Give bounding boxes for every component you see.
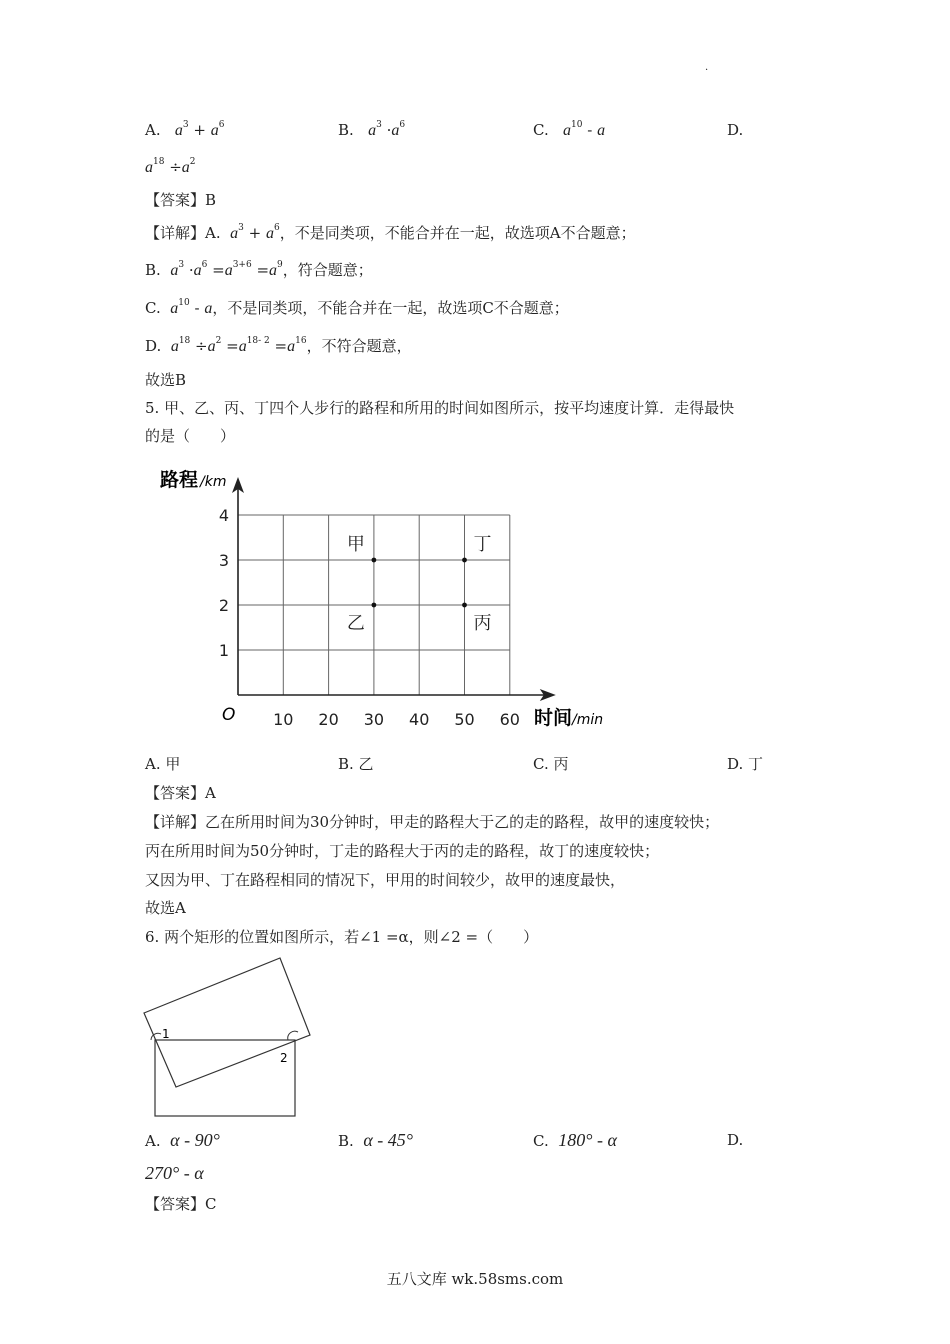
- q5-detail-1: 【详解】乙在所用时间为30分钟时，甲走的路程大于乙的走的路程，故甲的速度较快；: [145, 813, 720, 831]
- x-tick-label: 10: [273, 710, 294, 729]
- angle-1-label: 1: [162, 1027, 170, 1041]
- q5-detail-2: 丙在所用时间为50分钟时，丁走的路程大于丙的走的路程，故丁的速度较快；: [145, 842, 660, 860]
- q5-option-d: D. 丁: [727, 755, 764, 773]
- y-tick-label: 1: [218, 641, 230, 660]
- top-mark: .: [705, 62, 709, 73]
- q5-chart: [150, 460, 620, 745]
- y-tick-label: 4: [218, 506, 230, 525]
- chart-axes: [232, 477, 556, 701]
- q6-option-c: C. 180° - α: [533, 1130, 617, 1150]
- q5-option-b: B. 乙: [338, 755, 374, 773]
- x-axis-label: 时间: [534, 707, 573, 729]
- q4-detail-a: 【详解】A. $a^3 + a^6$，不是同类项，不能合并在一起，故选项A不合题意；: [145, 223, 636, 242]
- x-tick-label: 40: [409, 710, 430, 729]
- data-point-label: 甲: [346, 534, 365, 555]
- q5-detail-3: 又因为甲、丁在路程相同的情况下，甲用的时间较少，故甲的速度最快，: [145, 871, 626, 889]
- q4-answer: 【答案】B: [145, 191, 217, 209]
- q4-option-a: A. $a^3 + a^6$: [145, 120, 225, 139]
- x-tick-label: 60: [499, 710, 520, 729]
- q6-option-d-expr: 270° - α: [145, 1163, 204, 1183]
- y-axis-label: 路程: [160, 469, 199, 491]
- x-axis-unit: /min: [572, 712, 604, 728]
- q4-conclusion: 故选B: [145, 371, 187, 389]
- angle-2-arc: [288, 1031, 298, 1040]
- q6-stem: 6. 两个矩形的位置如图所示，若∠1 =α，则∠2 =（ ）: [145, 928, 539, 946]
- q5-stem-line2: 的是（ ）: [145, 427, 236, 445]
- tilted-rectangle: [144, 958, 310, 1087]
- data-point: [462, 603, 467, 608]
- q5-stem-line1: 5. 甲、乙、丙、丁四个人步行的路程和所用的时间如图所示，按平均速度计算．走得最快: [145, 399, 735, 417]
- q4-option-c: C. $a^{10}$ - a: [533, 120, 606, 139]
- q4-detail-c: C. $a^{10}$ - a，不是同类项，不能合并在一起，故选项C不合题意；: [145, 298, 569, 317]
- y-axis-unit: /km: [200, 474, 227, 490]
- q6-option-a: A. α - 90°: [145, 1130, 220, 1150]
- data-point: [462, 558, 467, 563]
- origin-label: O: [222, 705, 236, 725]
- q6-option-b: B. α - 45°: [338, 1130, 413, 1150]
- q4-option-d-label: D.: [727, 121, 744, 139]
- q5-option-c: C. 丙: [533, 755, 569, 773]
- angle-2-label: 2: [280, 1051, 288, 1065]
- q4-option-b: B. $a^3 \cdot a^6$: [338, 120, 406, 139]
- q5-option-a: A. 甲: [145, 755, 181, 773]
- angle-1-arc: [151, 1033, 161, 1040]
- y-tick-label: 3: [218, 551, 230, 570]
- data-point-label: 丁: [473, 534, 492, 555]
- q6-figure: [140, 950, 320, 1125]
- y-tick-label: 2: [218, 596, 230, 615]
- q6-answer: 【答案】C: [145, 1195, 217, 1213]
- q4-option-d-expr: $a^{18} \div a^2$: [145, 157, 196, 176]
- q4-detail-d: D. $a^{18} \div a^2 =a^{18- 2} =a^{16}$，不符合题意，: [145, 336, 412, 355]
- x-tick-label: 30: [363, 710, 385, 729]
- q5-answer: 【答案】A: [145, 784, 216, 802]
- data-point-label: 乙: [346, 613, 365, 634]
- q6-option-d-label: D.: [727, 1131, 744, 1149]
- data-point: [372, 603, 377, 608]
- page-footer: 五八文库 wk.58sms.com: [386, 1270, 564, 1288]
- lower-rectangle: [155, 1040, 295, 1116]
- q4-detail-b: B. $a^3 \cdot a^6 =a^{3+6} =a^9$，符合题意；: [145, 260, 373, 279]
- q5-conclusion: 故选A: [145, 899, 186, 917]
- data-point: [372, 558, 377, 563]
- data-point-label: 丙: [473, 613, 492, 634]
- x-tick-label: 50: [454, 710, 475, 729]
- x-tick-label: 20: [318, 710, 339, 729]
